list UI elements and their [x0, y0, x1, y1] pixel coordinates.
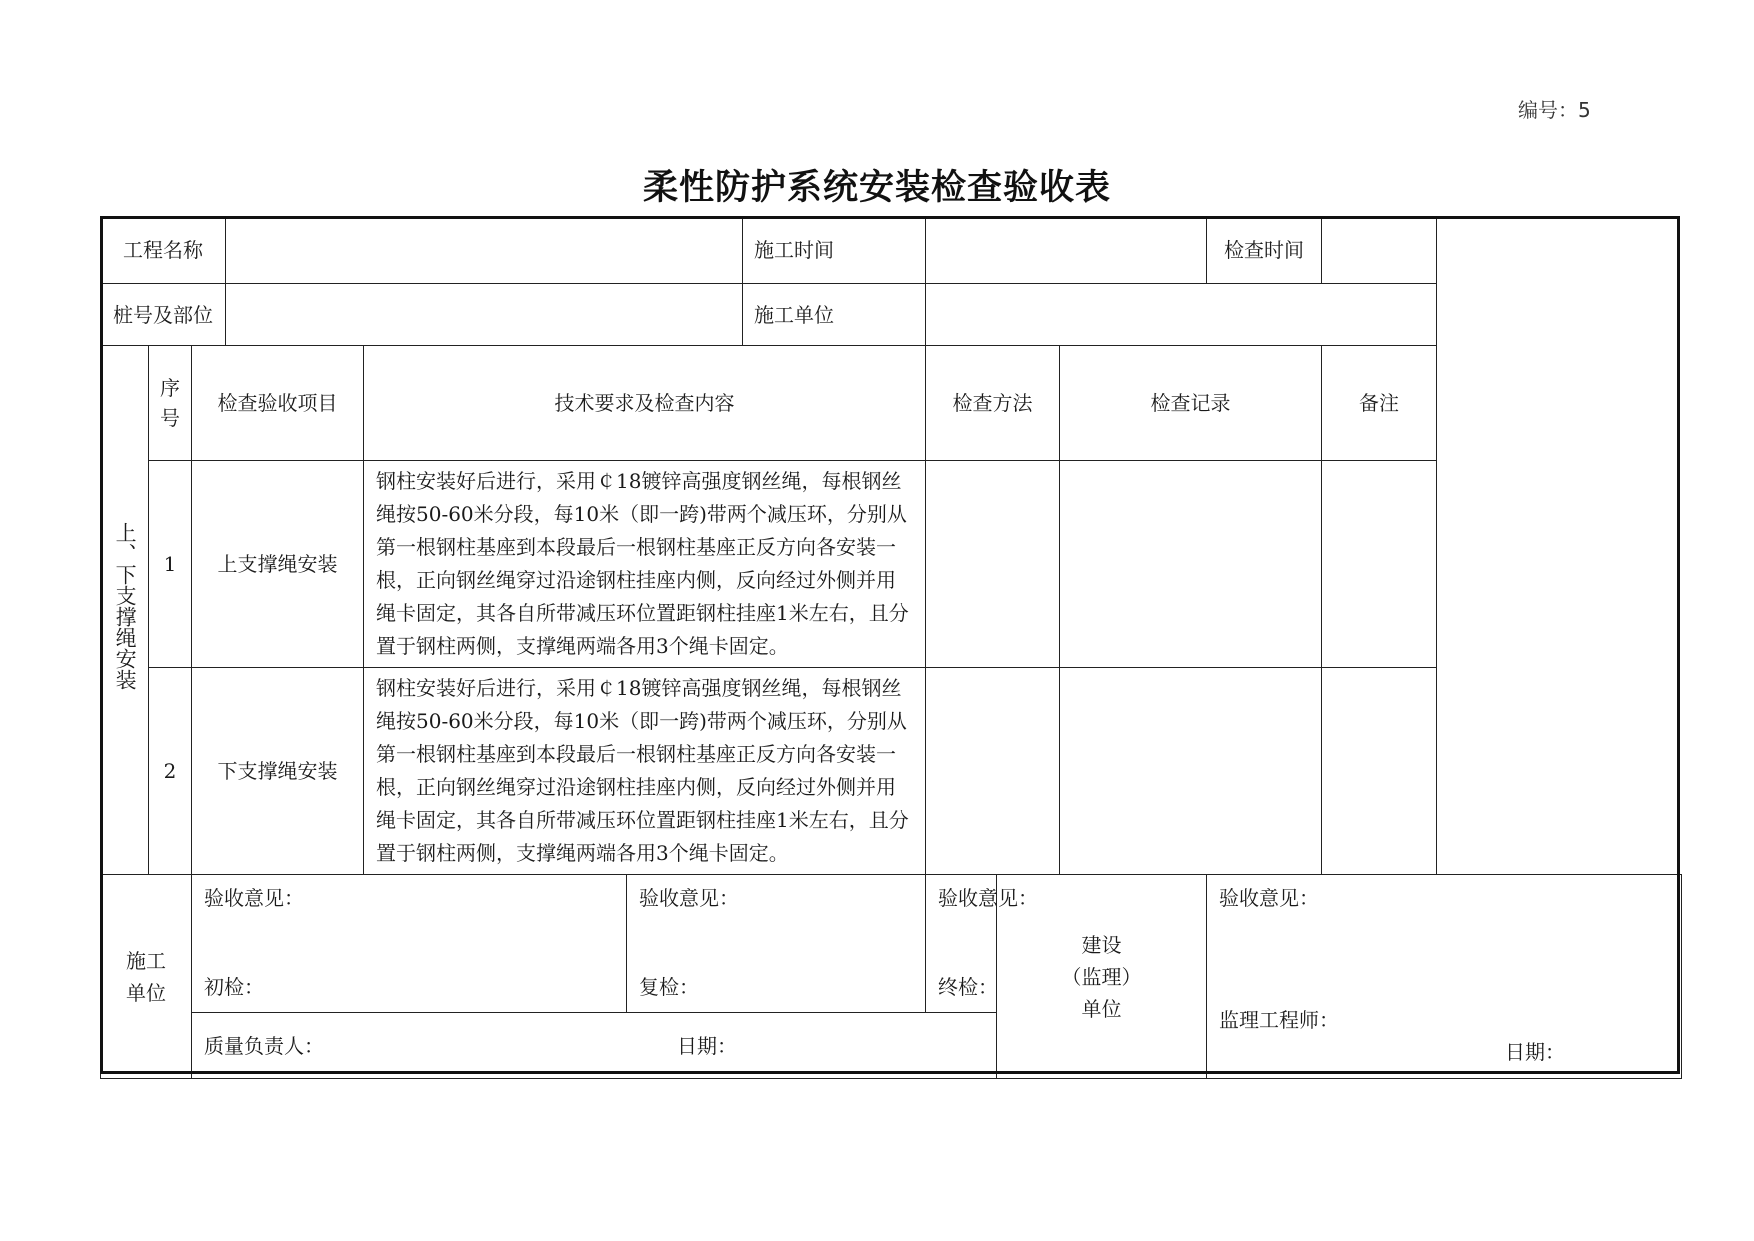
column-remark: 备注: [1322, 346, 1437, 461]
station-label: 桩号及部位: [101, 284, 226, 346]
supervisor-opinion-label: 验收意见：: [1219, 886, 1320, 910]
quality-date-label: 日期：: [677, 1034, 737, 1058]
column-item: 检查验收项目: [192, 346, 364, 461]
quality-manager-label: 质量负责人：: [204, 1034, 324, 1058]
row-item: 上支撑绳安装: [192, 461, 364, 668]
owner-unit-line1: 建设: [1081, 932, 1122, 957]
column-record: 检查记录: [1060, 346, 1322, 461]
supervisor-engineer-label: 监理工程师：: [1219, 1008, 1340, 1032]
construction-time-value[interactable]: [926, 217, 1207, 284]
final-check-cell[interactable]: [926, 875, 1039, 1013]
supervisor-opinion-cell[interactable]: [1207, 875, 1682, 1079]
row-item: 下支撑绳安装: [192, 668, 364, 875]
owner-unit-line2: （监理）: [1061, 964, 1142, 989]
final-check-label: 终检：: [938, 975, 999, 999]
row-requirement: 钢柱安装好后进行，采用￠18镀锌高强度钢丝绳，每根钢丝绳按50-60米分段，每10米（即一跨)带两个减压环，分别从第一根钢柱基座到本段最后一根钢柱基座正反方向各安装一根，正向钢丝绳穿过沿途钢柱挂座内侧，反向经过外侧并用绳卡固定，其各自所带减压环位置距钢柱挂座1米左右，且分置于钢柱两侧，支撑绳两端各用3个绳卡固定。: [364, 668, 926, 875]
row-requirement: 钢柱安装好后进行，采用￠18镀锌高强度钢丝绳，每根钢丝绳按50-60米分段，每10米（即一跨)带两个减压环，分别从第一根钢柱基座到本段最后一根钢柱基座正反方向各安装一根，正向钢丝绳穿过沿途钢柱挂座内侧，反向经过外侧并用绳卡固定，其各自所带减压环位置距钢柱挂座1米左右，且分置于钢柱两侧，支撑绳两端各用3个绳卡固定。: [364, 461, 926, 668]
header-row-1: [101, 217, 1682, 284]
project-name-value[interactable]: [226, 217, 743, 284]
construction-unit-value[interactable]: [926, 284, 1437, 346]
station-value[interactable]: [226, 284, 743, 346]
document-number: [1518, 94, 1591, 123]
owner-unit-line3: 单位: [1081, 996, 1122, 1021]
initial-opinion-label: 验收意见：: [204, 886, 304, 910]
row-seq: 2: [149, 668, 192, 875]
initial-check-label: 初检：: [204, 975, 264, 999]
row-seq: 1: [149, 461, 192, 668]
inspection-time-value[interactable]: [1322, 217, 1437, 284]
recheck-cell[interactable]: [627, 875, 926, 1013]
section-label-cell: [101, 346, 149, 875]
row-record[interactable]: [1060, 461, 1322, 668]
document-number-value: 5: [1578, 98, 1591, 122]
footer-row-opinions: [101, 875, 1682, 1013]
project-name-label: 工程名称: [101, 217, 226, 284]
final-opinion-label: 验收意见：: [938, 886, 1039, 910]
table-row: [101, 461, 1682, 668]
row-record[interactable]: [1060, 668, 1322, 875]
row-method[interactable]: [926, 668, 1060, 875]
supervisor-date-label: 日期：: [1505, 1040, 1566, 1064]
column-requirement: 技术要求及检查内容: [364, 346, 926, 461]
recheck-label: 复检：: [639, 975, 699, 999]
inspection-time-label: 检查时间: [1207, 217, 1322, 284]
contractor-unit-label: 施工 单位: [101, 875, 192, 1079]
column-header-row: [101, 346, 1682, 461]
header-row-2: [101, 284, 1682, 346]
initial-check-cell[interactable]: [192, 875, 627, 1013]
column-seq: 序号: [149, 346, 192, 461]
recheck-opinion-label: 验收意见：: [639, 886, 739, 910]
quality-manager-cell[interactable]: [192, 1013, 997, 1079]
section-label: 上、下支撑绳安装: [113, 522, 138, 690]
row-remark[interactable]: [1322, 668, 1437, 875]
form-title: 柔性防护系统安装检查验收表: [642, 167, 1111, 208]
construction-time-label: 施工时间: [743, 217, 926, 284]
document-number-label: 编号：: [1518, 98, 1578, 122]
row-remark[interactable]: [1322, 461, 1437, 668]
column-method: 检查方法: [926, 346, 1060, 461]
row-method[interactable]: [926, 461, 1060, 668]
inspection-form-table: [100, 216, 1682, 1079]
table-row: [101, 668, 1682, 875]
construction-unit-label: 施工单位: [743, 284, 926, 346]
